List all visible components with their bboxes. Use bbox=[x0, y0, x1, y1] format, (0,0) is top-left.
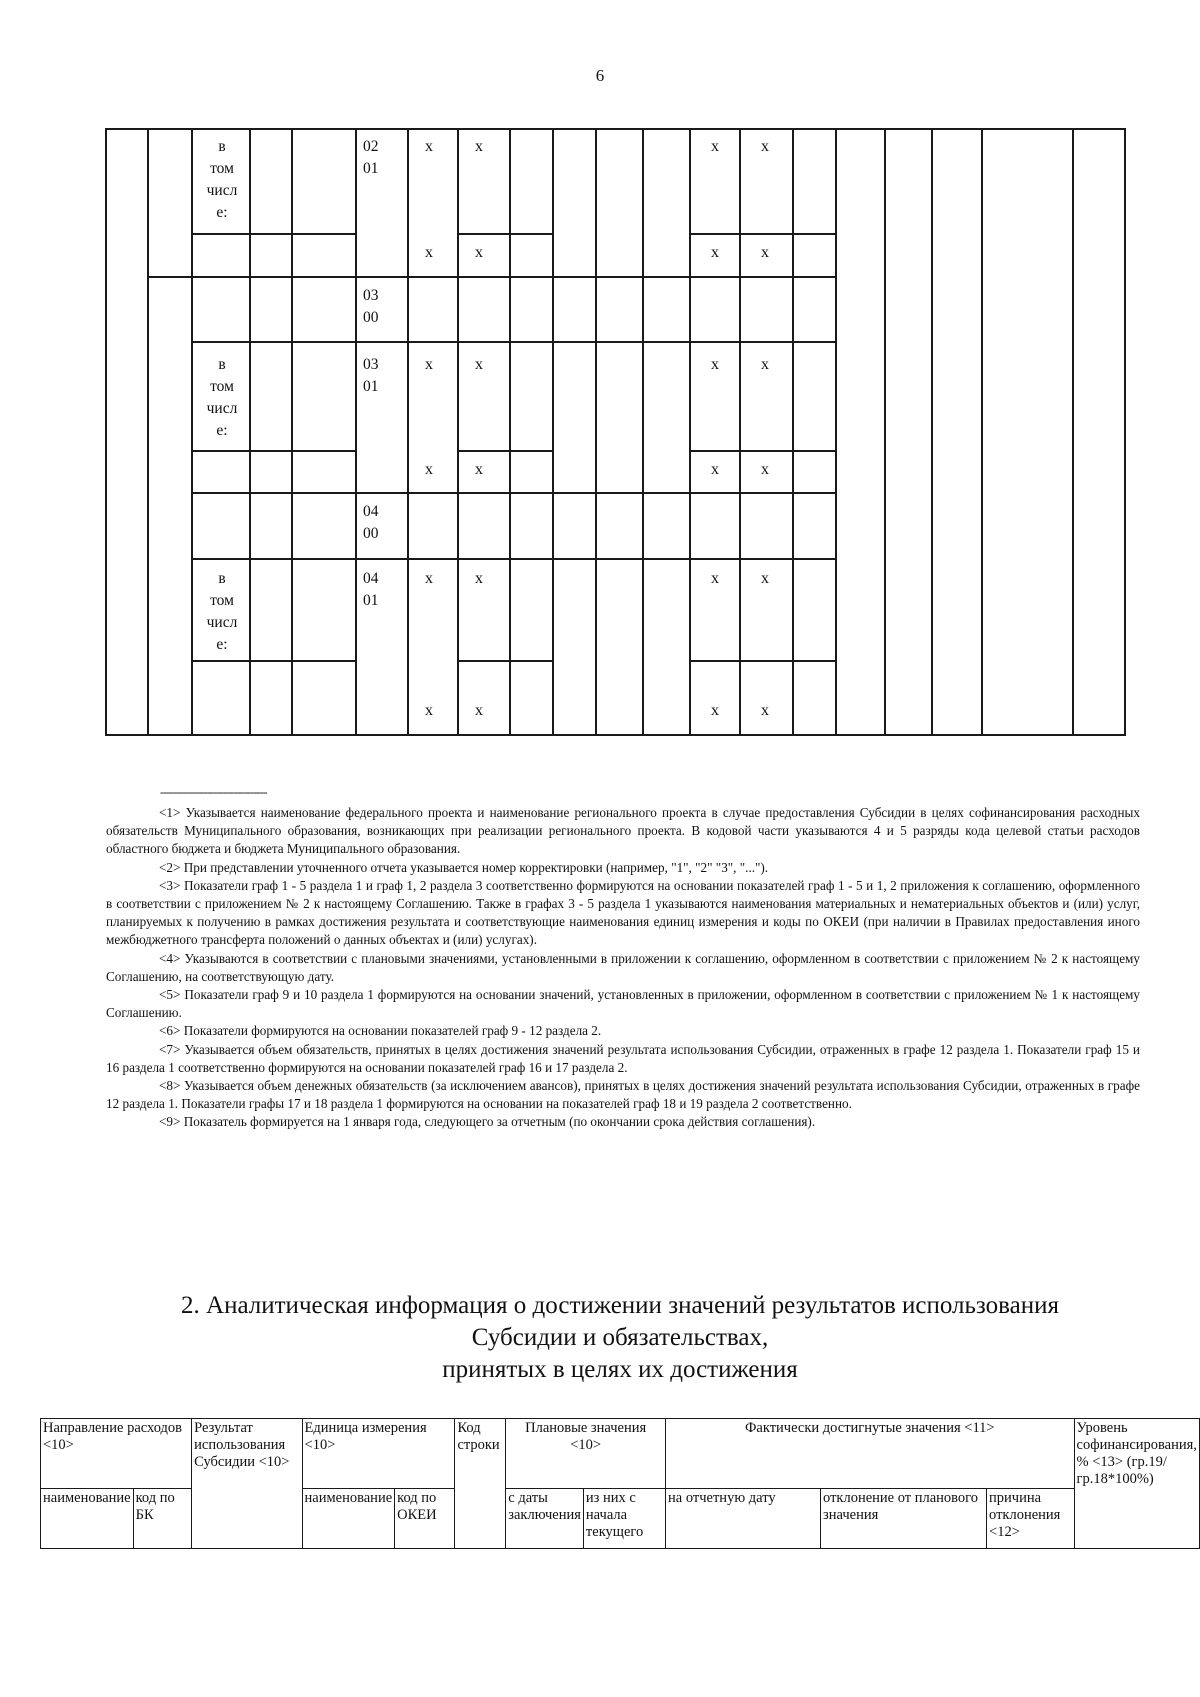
x-mark: х bbox=[711, 244, 719, 261]
including-label: в том числ е: bbox=[206, 138, 238, 221]
x-mark: х bbox=[761, 570, 769, 587]
x-mark: х bbox=[711, 138, 719, 155]
section-title bbox=[100, 1290, 1140, 1386]
header-deviation: отклонение от планового значения bbox=[821, 1489, 987, 1549]
footnote-1: <1> Указывается наименование федерального проекта и наименование регионального проекта в случае предоставления Субсидии в целях софинансирования расходных обязательств Муниципального образования, возникающих при реализации регионального проекта. В кодовой части указываются 4 и 5 разряды кода целевой статьи расходов областного бюджета и бюджета Муниципального образования. bbox=[106, 805, 1140, 857]
line-code: 03 01 bbox=[363, 356, 379, 395]
footnotes bbox=[106, 804, 1140, 1132]
header-cofinancing: Уровень софинансирования, % <13> (гр.19/гр.18*100%) bbox=[1074, 1419, 1199, 1549]
header-from-start: из них с начала текущего bbox=[583, 1489, 665, 1549]
footnote-7: <7> Указывается объем обязательств, принятых в целях достижения значений результата использования Субсидии, отраженных в графе 12 раздела 1. Показатели граф 15 и 16 раздела 1 соответственно формируются на основании показателей граф 16 и 17 раздела 2. bbox=[106, 1041, 1140, 1075]
header-okei-code: код по ОКЕИ bbox=[395, 1489, 455, 1549]
continuation-table bbox=[105, 128, 1126, 736]
x-mark: х bbox=[475, 702, 483, 719]
section-title-line: Субсидии и обязательствах, bbox=[471, 1324, 769, 1351]
line-code: 03 00 bbox=[363, 287, 379, 326]
header-unit: Единица измерения <10> bbox=[302, 1419, 455, 1489]
header-actual: Фактически достигнутые значения <11> bbox=[666, 1419, 1075, 1489]
x-mark: х bbox=[761, 138, 769, 155]
footnote-2: <2> При представлении уточненного отчета указывается номер корректировки (например, "1", "2" "3", "..."). bbox=[159, 859, 769, 875]
x-mark: х bbox=[425, 244, 433, 261]
footnote-6: <6> Показатели формируются на основании показателей граф 9 - 12 раздела 2. bbox=[159, 1023, 602, 1039]
x-mark: х bbox=[761, 356, 769, 373]
x-mark: х bbox=[761, 702, 769, 719]
x-mark: х bbox=[475, 356, 483, 373]
x-mark: х bbox=[475, 570, 483, 587]
line-code: 02 01 bbox=[363, 138, 379, 177]
header-line-code: Код строки bbox=[455, 1419, 506, 1549]
section-title-line: принятых в целях их достижения bbox=[442, 1356, 798, 1383]
footnote-5: <5> Показатели граф 9 и 10 раздела 1 формируются на основании значений, установленных в приложении, оформленном в соответствии с приложением № 1 к настоящему Соглашению. bbox=[106, 987, 1140, 1021]
x-mark: х bbox=[475, 461, 483, 478]
x-mark: х bbox=[711, 461, 719, 478]
page-number: 6 bbox=[595, 66, 605, 85]
header-from-date: с даты заключения bbox=[506, 1489, 584, 1549]
x-mark: х bbox=[425, 461, 433, 478]
including-label: в том числ е: bbox=[206, 570, 238, 653]
header-planned: Плановые значения <10> bbox=[506, 1419, 666, 1489]
header-report-date: на отчетную дату bbox=[666, 1489, 821, 1549]
x-mark: х bbox=[425, 356, 433, 373]
x-mark: х bbox=[761, 461, 769, 478]
x-mark: х bbox=[711, 702, 719, 719]
analytics-table bbox=[40, 1418, 1200, 1549]
footnote-separator: -------------------------------- bbox=[160, 784, 267, 799]
x-mark: х bbox=[475, 138, 483, 155]
x-mark: х bbox=[425, 570, 433, 587]
x-mark: х bbox=[711, 356, 719, 373]
header-unit-name: наименование bbox=[302, 1489, 395, 1549]
header-direction: Направление расходов <10> bbox=[41, 1419, 192, 1489]
x-mark: х bbox=[711, 570, 719, 587]
footnote-4: <4> Указываются в соответствии с плановыми значениями, установленными в приложении к соглашению, оформленном в соответствии с приложением № 2 к настоящему Соглашению, на соответствующую дату. bbox=[106, 950, 1140, 984]
section-title-line: 2. Аналитическая информация о достижении значений результатов использования bbox=[181, 1292, 1059, 1319]
header-bk-code: код по БК bbox=[133, 1489, 192, 1549]
header-result: Результат использования Субсидии <10> bbox=[192, 1419, 302, 1549]
x-mark: х bbox=[425, 702, 433, 719]
footnote-3: <3> Показатели граф 1 - 5 раздела 1 и граф 1, 2 раздела 3 соответственно формируются на основании показателей граф 1 - 5 и 1, 2 приложения к соглашению, оформленного в соответствии с приложением № 2 к настоящему Соглашению. Также в графах 3 - 5 раздела 1 указываются наименования материальных и нематериальных объектов и (или) услуг, планируемых к получению в рамках достижения результата и соответствующие наименования единиц измерения и коды по ОКЕИ (при наличии в Правилах предоставления иного межбюджетного трансферта положений о данных объектах и (или) услугах). bbox=[106, 877, 1140, 948]
line-code: 04 00 bbox=[363, 503, 379, 542]
x-mark: х bbox=[761, 244, 769, 261]
header-name: наименование bbox=[41, 1489, 134, 1549]
footnote-9: <9> Показатель формируется на 1 января года, следующего за отчетным (по окончании срока действия соглашения). bbox=[159, 1114, 816, 1130]
footnote-8: <8> Указывается объем денежных обязательств (за исключением авансов), принятых в целях достижения значений результата использования Субсидии, отраженных в графе 12 раздела 1. Показатели графы 17 и 18 раздела 1 формируются на основании на показателей граф 18 и 19 раздела 2 соответственно. bbox=[106, 1078, 1140, 1112]
including-label: в том числ е: bbox=[206, 356, 238, 439]
line-code: 04 01 bbox=[363, 570, 379, 609]
x-mark: х bbox=[475, 244, 483, 261]
x-mark: х bbox=[425, 138, 433, 155]
header-reason: причина отклонения <12> bbox=[987, 1489, 1075, 1549]
